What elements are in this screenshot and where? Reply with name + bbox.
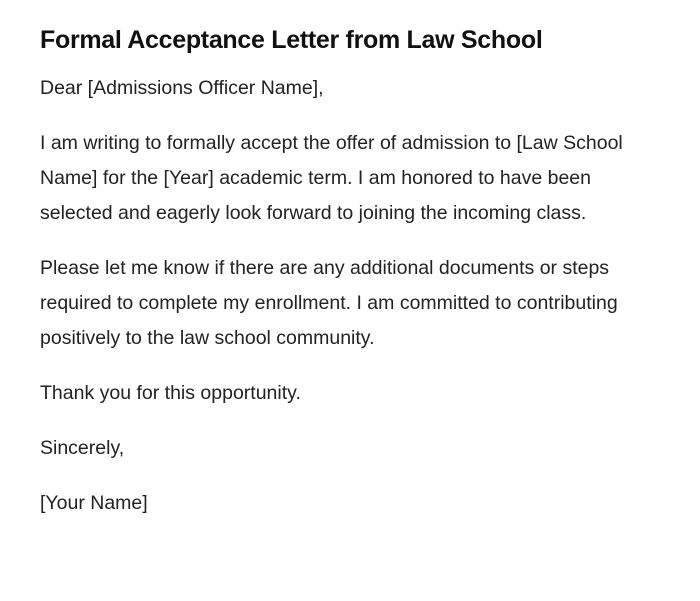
body-paragraph: I am writing to formally accept the offer of admission to [Law School Name] for the [Year] academic term. I am honored to have been selected and eagerly look forward to joining the incoming class. bbox=[40, 132, 623, 224]
thanks-line: Thank you for this opportunity. bbox=[40, 382, 301, 404]
salutation: Dear [Admissions Officer Name], bbox=[40, 77, 324, 99]
letter-title: Formal Acceptance Letter from Law School bbox=[40, 26, 543, 54]
body-paragraph: Please let me know if there are any additional documents or steps required to complete my enrollment. I am committed to contributing positively to the law school community. bbox=[40, 257, 618, 349]
closing: Sincerely, bbox=[40, 437, 125, 459]
signature-name: [Your Name] bbox=[40, 492, 148, 514]
